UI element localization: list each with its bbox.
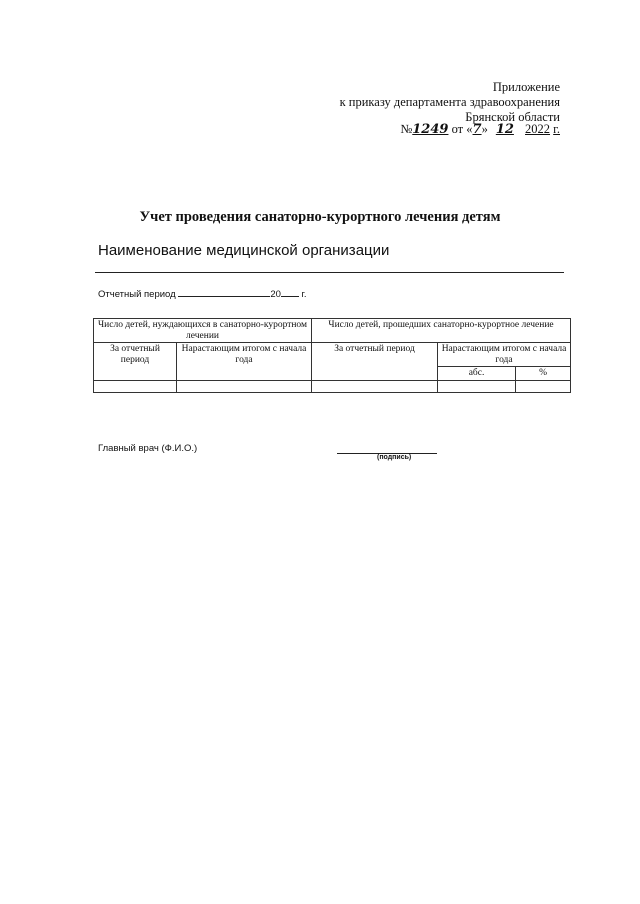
header-completed-period: За отчетный период — [312, 343, 438, 381]
order-year-suffix: г. — [553, 122, 560, 136]
cell-needing-period[interactable] — [94, 380, 177, 392]
reporting-period-year-prefix: 20 — [270, 289, 281, 300]
reporting-period-blank[interactable] — [178, 285, 270, 297]
header-children-completed: Число детей, прошедших санаторно-курортное лечение — [312, 319, 571, 343]
header-percent: % — [516, 367, 571, 381]
header-completed-cumulative: Нарастающим итогом с начала года — [438, 343, 571, 367]
cell-completed-period[interactable] — [312, 380, 438, 392]
order-date-from: от « — [451, 122, 473, 136]
reporting-period — [98, 285, 306, 300]
reporting-period-year-blank[interactable] — [281, 285, 299, 297]
header-needing-cumulative: Нарастающим итогом с начала года — [177, 343, 312, 381]
approval-title: Приложение — [492, 80, 560, 94]
cell-needing-cumulative[interactable] — [177, 380, 312, 392]
order-number: 1249 — [412, 122, 449, 137]
cell-completed-abs[interactable] — [438, 380, 516, 392]
sanatorium-treatment-table — [93, 318, 571, 393]
table-header-row — [94, 319, 571, 343]
order-number-line — [400, 122, 560, 137]
reporting-period-year-suffix: г. — [301, 289, 307, 300]
chief-doctor-label: Главный врач (Ф.И.О.) — [98, 443, 198, 454]
order-day: 7 — [472, 122, 482, 137]
approval-order-ref: к приказу департамента здравоохранения — [339, 95, 560, 109]
signature-caption: (подпись) — [377, 454, 412, 461]
order-year: 2022 — [525, 122, 551, 136]
header-needing-period: За отчетный период — [94, 343, 177, 381]
order-month: 12 — [495, 122, 514, 137]
table-row — [94, 380, 571, 392]
organization-label: Наименование медицинской организации — [98, 242, 390, 259]
document-title: Учет проведения санаторно-курортного лечения детям — [139, 209, 501, 225]
cell-completed-percent[interactable] — [516, 380, 571, 392]
order-number-prefix: № — [400, 122, 413, 136]
approval-region: Брянской области — [465, 110, 560, 124]
order-month-sep: » — [481, 122, 488, 136]
approval-block — [340, 80, 560, 125]
table-subheader-row — [94, 343, 571, 367]
header-abs: абс. — [438, 367, 516, 381]
header-children-needing: Число детей, нуждающихся в санаторно-курортном лечении — [94, 319, 312, 343]
organization-name-line[interactable] — [95, 272, 564, 273]
reporting-period-label: Отчетный период — [98, 289, 176, 300]
